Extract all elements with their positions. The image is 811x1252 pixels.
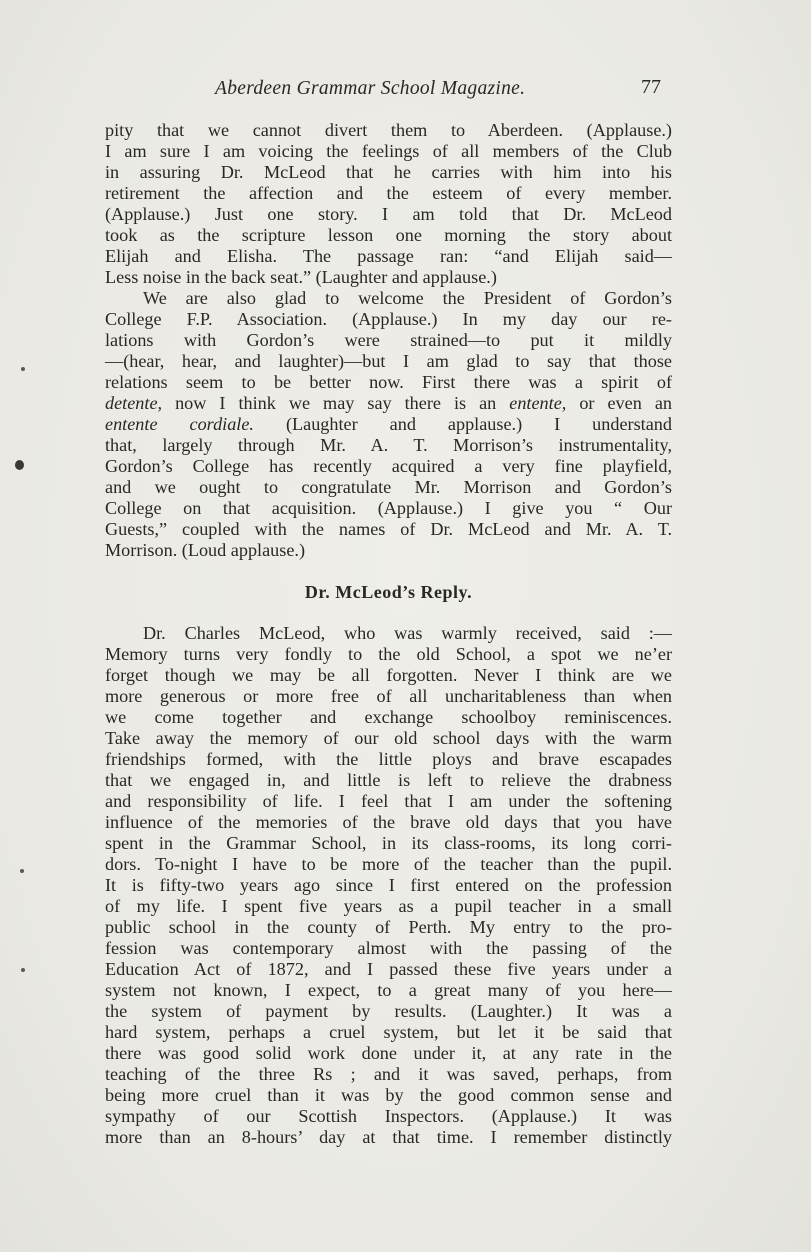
- text-line: hard system, perhaps a cruel system, but let it be said that: [105, 1022, 672, 1042]
- text-line: Less noise in the back seat.” (Laughter and applause.): [105, 267, 497, 287]
- text-line: the system of payment by results. (Laughter.) It was a: [105, 1001, 672, 1021]
- paragraph-3: [105, 623, 672, 1148]
- paragraph-2: [105, 288, 672, 561]
- paper-speck: [20, 869, 24, 873]
- page-number: 77: [641, 76, 661, 98]
- paragraph-1: [105, 120, 672, 288]
- text-line: (Applause.) Just one story. I am told that Dr. McLeod: [105, 204, 672, 224]
- text-line: and we ought to congratulate Mr. Morrison and Gordon’s: [105, 477, 672, 497]
- text-line: —(hear, hear, and laughter)—but I am glad to say that those: [105, 351, 672, 371]
- section-heading: Dr. McLeod’s Reply.: [304, 582, 473, 602]
- text-line: Memory turns very fondly to the old School, a spot we ne’er: [105, 644, 672, 664]
- paper-speck: [21, 968, 25, 972]
- text-line: teaching of the three Rs ; and it was saved, perhaps, from: [105, 1064, 672, 1084]
- text-line: retirement the affection and the esteem of every member.: [105, 183, 672, 203]
- text-line: being more cruel than it was by the good common sense and: [105, 1085, 672, 1105]
- text-line: influence of the memories of the brave old days that you have: [105, 812, 672, 832]
- text-line: College on that acquisition. (Applause.) I give you “ Our: [105, 498, 672, 518]
- text-line: Elijah and Elisha. The passage ran: “and Elijah said—: [105, 246, 672, 266]
- text-line: College F.P. Association. (Applause.) In my day our re-: [105, 309, 672, 329]
- text-line: there was good solid work done under it, at any rate in the: [105, 1043, 672, 1063]
- text-line: Morrison. (Loud applause.): [105, 540, 306, 560]
- text-line: I am sure I am voicing the feelings of all members of the Club: [105, 141, 672, 161]
- text-line: dors. To-night I have to be more of the teacher than the pupil.: [105, 854, 672, 874]
- text-line: [105, 393, 672, 414]
- text-line: Dr. Charles McLeod, who was warmly received, said :—: [143, 623, 672, 643]
- text-line: in assuring Dr. McLeod that he carries with him into his: [105, 162, 672, 182]
- running-head: [105, 76, 665, 106]
- text-line: that, largely through Mr. A. T. Morrison’s instrumentality,: [105, 435, 672, 455]
- text-line: Guests,” coupled with the names of Dr. McLeod and Mr. A. T.: [105, 519, 672, 539]
- text-line: pity that we cannot divert them to Aberdeen. (Applause.): [105, 120, 672, 140]
- text-line: system not known, I expect, to a great many of you here—: [105, 980, 672, 1000]
- text-line: sympathy of our Scottish Inspectors. (Applause.) It was: [105, 1106, 672, 1126]
- text-line: Gordon’s College has recently acquired a very fine playfield,: [105, 456, 672, 476]
- text-line: relations seem to be better now. First there was a spirit of: [105, 372, 672, 392]
- text-line: spent in the Grammar School, in its class-rooms, its long corri-: [105, 833, 672, 853]
- text-fragment: or even an: [566, 393, 672, 413]
- text-line: It is fifty-two years ago since I first entered on the profession: [105, 875, 672, 895]
- text-line: more generous or more free of all uncharitableness than when: [105, 686, 672, 706]
- text-line: Education Act of 1872, and I passed these five years under a: [105, 959, 672, 979]
- text-line: [105, 414, 672, 435]
- text-fragment: now I think we may say there is an: [162, 393, 510, 413]
- italic-term: entente cordiale.: [105, 414, 254, 434]
- text-line: forget though we may be all forgotten. Never I think are we: [105, 665, 672, 685]
- text-line: more than an 8-hours’ day at that time. I remember distinctly: [105, 1127, 672, 1147]
- text-line: lations with Gordon’s were strained—to put it mildly: [105, 330, 672, 350]
- italic-term: entente,: [509, 393, 567, 413]
- paper-speck: [21, 367, 25, 371]
- text-line: took as the scripture lesson one morning the story about: [105, 225, 672, 245]
- text-line: that we engaged in, and little is left to relieve the drabness: [105, 770, 672, 790]
- text-line: friendships formed, with the little ploys and brave escapades: [105, 749, 672, 769]
- text-line: Take away the memory of our old school days with the warm: [105, 728, 672, 748]
- text-line: we come together and exchange schoolboy reminiscences.: [105, 707, 672, 727]
- text-fragment: (Laughter and applause.) I understand: [253, 414, 672, 434]
- text-line: and responsibility of life. I feel that I am under the softening: [105, 791, 672, 811]
- text-line: public school in the county of Perth. My entry to the pro-: [105, 917, 672, 937]
- italic-term: detente,: [105, 393, 163, 413]
- text-line: We are also glad to welcome the President of Gordon’s: [143, 288, 672, 308]
- text-line: of my life. I spent five years as a pupil teacher in a small: [105, 896, 672, 916]
- paper-speck: [15, 460, 24, 470]
- running-title: Aberdeen Grammar School Magazine.: [215, 78, 526, 99]
- article-body: [105, 120, 672, 1148]
- text-line: fession was contemporary almost with the passing of the: [105, 938, 672, 958]
